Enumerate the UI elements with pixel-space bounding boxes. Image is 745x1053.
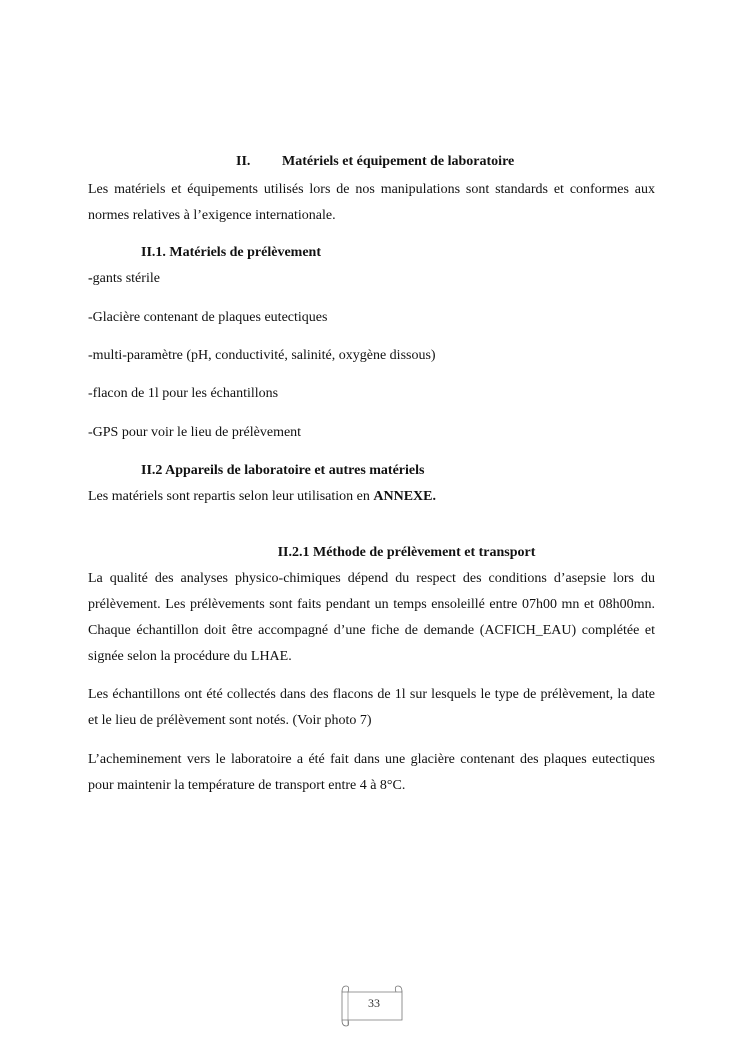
annex-text: Les matériels sont repartis selon leur utilisation en <box>88 489 374 504</box>
annex-reference <box>88 489 436 505</box>
list-item: -GPS pour voir le lieu de prélèvement <box>88 425 302 440</box>
section-number: II. <box>236 154 251 169</box>
list-item <box>88 271 160 287</box>
section-title: Matériels et équipement de laboratoire <box>282 154 515 169</box>
list-item: -flacon de 1l pour les échantillons <box>88 386 279 401</box>
list-item-text: gants stérile <box>92 271 160 286</box>
subsection-title-2: II.2 Appareils de laboratoire et autres matériels <box>141 463 425 478</box>
list-item: -Glacière contenant de plaques eutectiques <box>88 310 328 325</box>
list-item-dash: - <box>88 271 93 286</box>
subsection-title-3: II.2.1 Méthode de prélèvement et transport <box>277 545 536 560</box>
section-intro: Les matériels et équipements utilisés lors de nos manipulations sont standards et conformes aux normes relatives à l’exigence internationale. <box>88 182 655 223</box>
page-number: 33 <box>368 996 380 1010</box>
list-item: -multi-paramètre (pH, conductivité, salinité, oxygène dissous) <box>88 348 436 363</box>
method-paragraph: Les échantillons ont été collectés dans des flacons de 1l sur lesquels le type de prélèvement, la date et le lieu de prélèvement sont notés. (Voir photo 7) <box>88 687 655 728</box>
subsection-title-1: II.1. Matériels de prélèvement <box>141 245 321 260</box>
method-paragraph: L’acheminement vers le laboratoire a été fait dans une glacière contenant des plaques eutectiques pour maintenir la température de transport entre 4 à 8°C. <box>88 752 655 793</box>
method-paragraph: La qualité des analyses physico-chimiques dépend du respect des conditions d’asepsie lors du prélèvement. Les prélèvements sont faits pendant un temps ensoleillé entre 07h00 mn et 08h00mn. Chaque échantillon doit être accompagné d’une fiche de demande (ACFICH_EAU) complétée et signée selon la procédure du LHAE. <box>88 571 655 664</box>
page-number-scroll <box>336 982 408 1028</box>
annex-bold: ANNEXE. <box>373 489 436 504</box>
